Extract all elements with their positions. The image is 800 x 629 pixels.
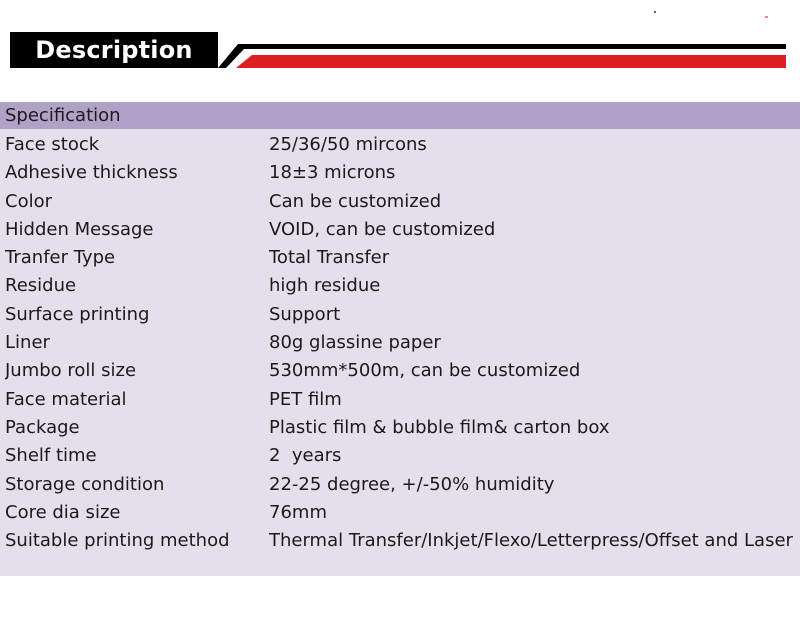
table-row	[0, 131, 800, 159]
banner-title: Description	[35, 36, 193, 64]
table-row	[0, 442, 800, 470]
row-label: Suitable printing method	[5, 530, 230, 552]
row-value: 530mm*500m, can be customized	[269, 360, 581, 382]
row-label: Hidden Message	[5, 218, 154, 240]
row-value: PET film	[269, 388, 342, 410]
table-row	[0, 329, 800, 357]
row-value: Can be customized	[269, 190, 442, 212]
row-value: Total Transfer	[269, 247, 390, 269]
table-row	[0, 159, 800, 187]
row-label: Liner	[5, 332, 50, 354]
table-row	[0, 471, 800, 499]
table-row	[0, 357, 800, 385]
table-row	[0, 188, 800, 216]
row-value: 18±3 microns	[269, 162, 396, 184]
row-value: Thermal Transfer/Inkjet/Flexo/Letterpress/Offset and Laser	[269, 530, 793, 552]
table-row	[0, 386, 800, 414]
row-value: Support	[269, 303, 341, 325]
table-row	[0, 414, 800, 442]
stray-mark	[654, 11, 656, 13]
table-row	[0, 499, 800, 527]
row-label: Jumbo roll size	[5, 360, 137, 382]
row-label: Tranfer Type	[5, 247, 116, 269]
row-value: 22-25 degree, +/-50% humidity	[269, 473, 555, 495]
table-row	[0, 272, 800, 300]
table-row	[0, 216, 800, 244]
row-label: Face stock	[5, 134, 100, 155]
row-value: 76mm	[269, 501, 327, 523]
row-value: 2 years	[269, 445, 342, 467]
description-banner	[0, 0, 800, 100]
table-row	[0, 527, 800, 553]
row-value: 25/36/50 mircons	[269, 134, 427, 155]
row-value: high residue	[269, 275, 381, 297]
table-header: Specification	[0, 102, 800, 129]
table-body	[0, 129, 800, 553]
table-row	[0, 244, 800, 272]
row-label: Face material	[5, 388, 127, 410]
table-row	[0, 301, 800, 329]
row-label: Color	[5, 190, 52, 212]
banner-red-stripe	[236, 55, 786, 68]
stray-mark	[765, 16, 768, 18]
row-label: Adhesive thickness	[5, 162, 178, 184]
row-value: VOID, can be customized	[269, 218, 496, 240]
specification-table	[0, 102, 800, 576]
row-label: Residue	[5, 275, 77, 297]
row-label: Storage condition	[5, 473, 165, 495]
row-label: Surface printing	[5, 303, 150, 325]
row-value: Plastic film & bubble film& carton box	[269, 416, 610, 438]
row-label: Core dia size	[5, 501, 121, 523]
row-label: Package	[5, 416, 80, 438]
row-label: Shelf time	[5, 445, 97, 467]
row-value: 80g glassine paper	[269, 332, 441, 354]
